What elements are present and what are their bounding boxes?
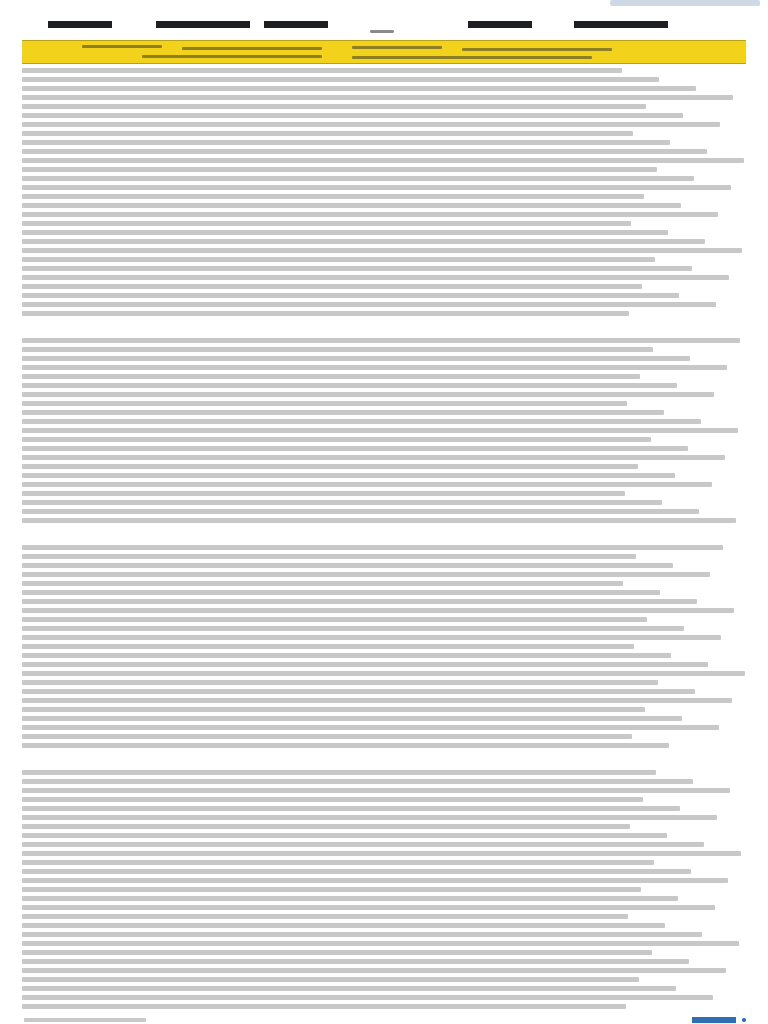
text-line-placeholder [22, 338, 740, 343]
text-line-placeholder [22, 743, 669, 748]
text-line-placeholder [22, 509, 699, 514]
text-line-placeholder [22, 986, 676, 991]
text-line-placeholder [22, 941, 739, 946]
text-line-placeholder [22, 671, 745, 676]
text-line-placeholder [22, 149, 707, 154]
text-line-placeholder [22, 428, 738, 433]
banner [22, 40, 746, 64]
text-line-placeholder [22, 365, 727, 370]
text-line-placeholder [22, 896, 678, 901]
scroll-handle[interactable] [370, 30, 394, 33]
article [22, 66, 746, 1016]
text-line-placeholder [22, 932, 702, 937]
text-line-placeholder [22, 725, 719, 730]
text-line-placeholder [22, 851, 741, 856]
text-line-placeholder [22, 770, 656, 775]
text-line-placeholder [22, 356, 690, 361]
text-line-placeholder [22, 293, 679, 298]
text-line-placeholder [22, 716, 682, 721]
text-line-placeholder [22, 545, 723, 550]
text-line-placeholder [22, 95, 733, 100]
banner-text [22, 41, 746, 44]
text-line-placeholder [22, 302, 716, 307]
text-line-placeholder [22, 923, 665, 928]
text-line-placeholder [22, 878, 728, 883]
text-line-placeholder [22, 113, 683, 118]
text-line-placeholder [22, 554, 636, 559]
text-line-placeholder [22, 446, 688, 451]
text-line-placeholder [22, 914, 628, 919]
text-line-placeholder [22, 167, 657, 172]
footer-dot-icon [742, 1018, 746, 1022]
text-line-placeholder [22, 581, 623, 586]
text-line-placeholder [22, 410, 664, 415]
text-line-placeholder [22, 491, 625, 496]
text-line-placeholder [22, 347, 653, 352]
text-line-placeholder [22, 590, 660, 595]
text-line-placeholder [22, 266, 692, 271]
text-line-placeholder [22, 140, 670, 145]
text-line-placeholder [22, 392, 714, 397]
text-line-placeholder [22, 662, 708, 667]
text-line-placeholder [22, 464, 638, 469]
banner-decoration [142, 55, 322, 58]
text-line-placeholder [22, 455, 725, 460]
text-line-placeholder [22, 482, 712, 487]
text-line-placeholder [22, 104, 646, 109]
text-line-placeholder [22, 653, 671, 658]
text-line-placeholder [22, 572, 710, 577]
text-line-placeholder [22, 617, 647, 622]
header-badge [560, 7, 670, 19]
text-line-placeholder [22, 626, 684, 631]
text-line-placeholder [22, 959, 689, 964]
text-line-placeholder [22, 608, 734, 613]
text-line-placeholder [22, 437, 651, 442]
text-line-placeholder [22, 824, 630, 829]
text-line-placeholder [22, 815, 717, 820]
text-line-placeholder [22, 644, 634, 649]
banner-decoration [82, 45, 162, 48]
text-line-placeholder [22, 419, 701, 424]
text-line-placeholder [22, 212, 718, 217]
text-line-placeholder [22, 77, 659, 82]
text-line-placeholder [22, 806, 680, 811]
banner-decoration [352, 56, 592, 59]
text-line-placeholder [22, 518, 736, 523]
nav-button-3[interactable] [264, 21, 328, 28]
text-line-placeholder [22, 788, 730, 793]
text-line-placeholder [22, 1004, 626, 1009]
text-line-placeholder [22, 257, 655, 262]
site-header [95, 6, 670, 20]
text-line-placeholder [22, 122, 720, 127]
footer-text [24, 1018, 146, 1022]
text-line-placeholder [22, 698, 732, 703]
text-line-placeholder [22, 860, 654, 865]
text-line-placeholder [22, 374, 640, 379]
text-line-placeholder [22, 842, 704, 847]
text-line-placeholder [22, 599, 697, 604]
text-line-placeholder [22, 185, 731, 190]
text-line-placeholder [22, 734, 632, 739]
text-line-placeholder [22, 383, 677, 388]
text-line-placeholder [22, 248, 742, 253]
text-line-placeholder [22, 968, 726, 973]
article-text-lines [22, 66, 746, 1016]
text-line-placeholder [22, 275, 729, 280]
text-line-placeholder [22, 707, 645, 712]
text-line-placeholder [22, 869, 691, 874]
text-line-placeholder [22, 284, 642, 289]
text-line-placeholder [22, 689, 695, 694]
nav-button-5[interactable] [574, 21, 668, 28]
text-line-placeholder [22, 779, 693, 784]
text-line-placeholder [22, 68, 622, 73]
text-line-placeholder [22, 905, 715, 910]
text-line-placeholder [22, 563, 673, 568]
nav-button-2[interactable] [156, 21, 250, 28]
text-line-placeholder [22, 176, 694, 181]
text-line-placeholder [22, 473, 675, 478]
text-line-placeholder [22, 86, 696, 91]
text-line-placeholder [22, 977, 639, 982]
banner-decoration [352, 46, 442, 49]
text-line-placeholder [22, 950, 652, 955]
text-line-placeholder [22, 680, 658, 685]
text-line-placeholder [22, 995, 713, 1000]
text-line-placeholder [22, 401, 627, 406]
text-line-placeholder [22, 230, 668, 235]
text-line-placeholder [22, 635, 721, 640]
nav-button-1[interactable] [48, 21, 112, 28]
banner-decoration [182, 47, 322, 50]
text-line-placeholder [22, 158, 744, 163]
text-line-placeholder [22, 797, 643, 802]
nav-bar [48, 21, 668, 29]
text-line-placeholder [22, 500, 662, 505]
text-line-placeholder [22, 239, 705, 244]
text-line-placeholder [22, 311, 629, 316]
text-line-placeholder [22, 203, 681, 208]
banner-decoration [462, 48, 612, 51]
text-line-placeholder [22, 887, 641, 892]
text-line-placeholder [22, 131, 633, 136]
nav-button-4[interactable] [468, 21, 532, 28]
footer-button[interactable] [692, 1017, 736, 1023]
text-line-placeholder [22, 221, 631, 226]
text-line-placeholder [22, 194, 644, 199]
text-line-placeholder [22, 833, 667, 838]
